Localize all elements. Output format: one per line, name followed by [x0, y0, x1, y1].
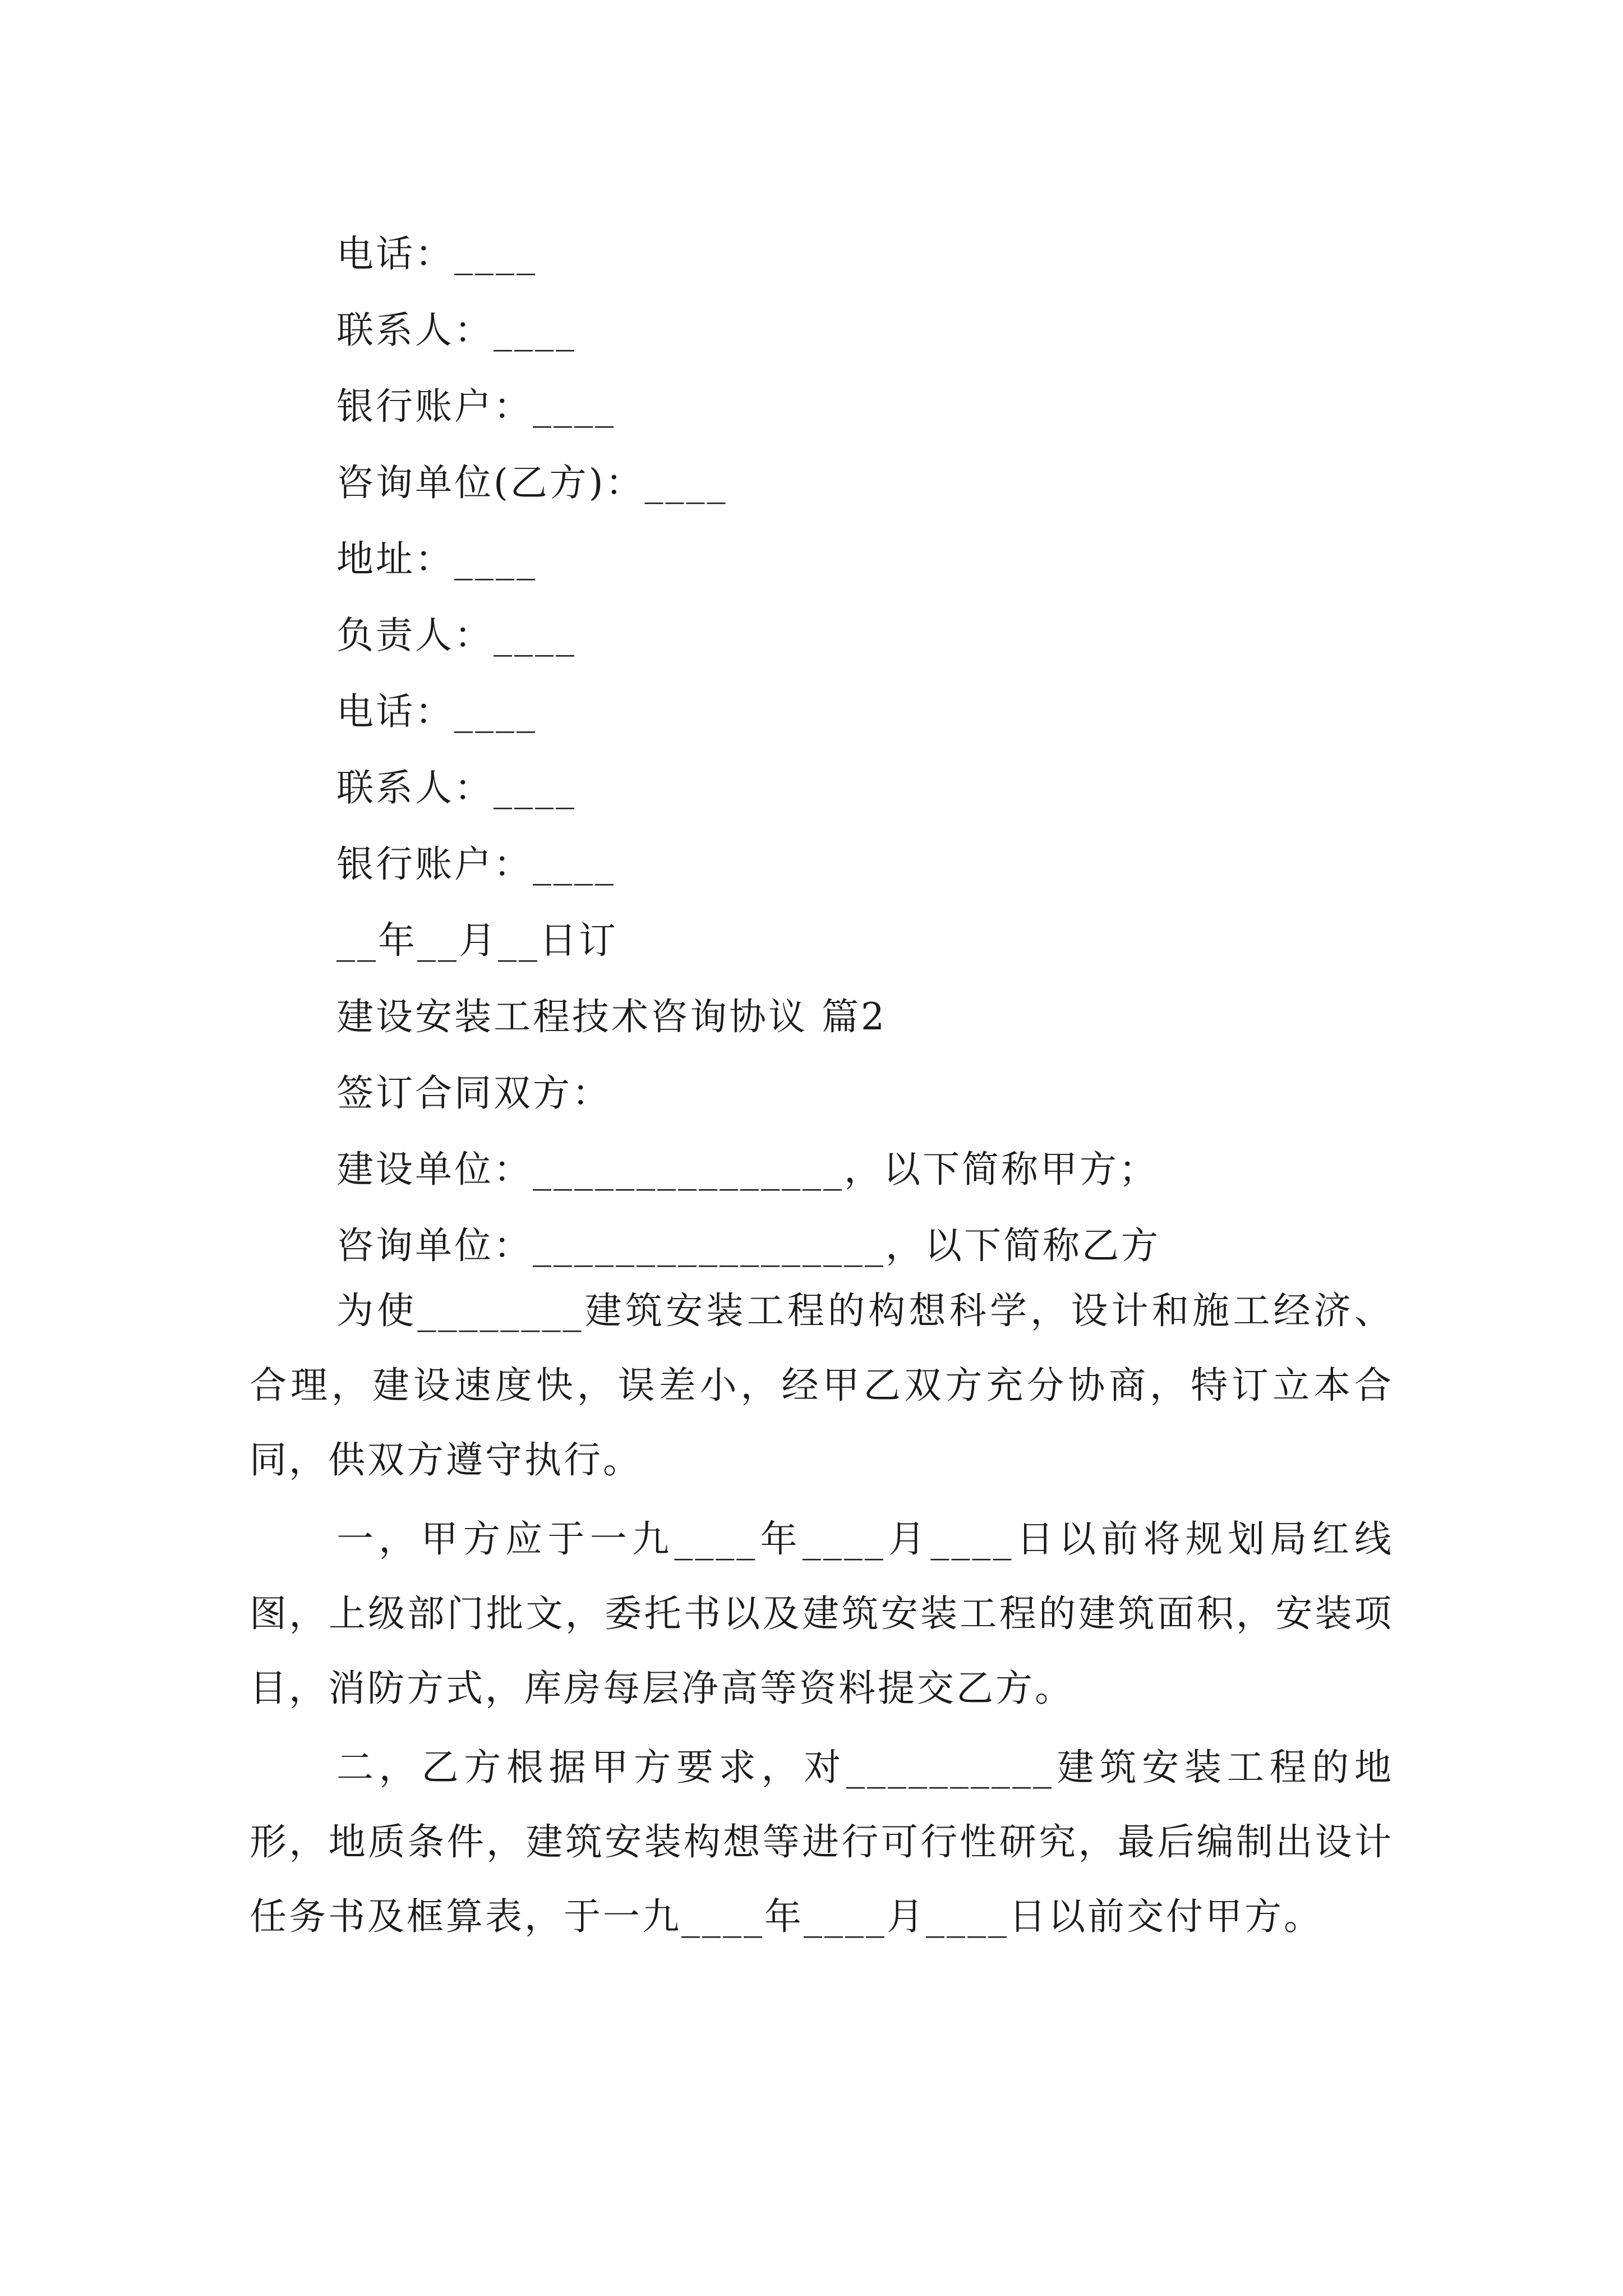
contact-person-line-b: 联系人：____ [336, 766, 577, 809]
section-title: 建设安装工程技术咨询协议 篇2 [336, 995, 887, 1038]
contact-person-line-a: 联系人：____ [336, 309, 577, 352]
bank-account-line-a: 银行账户：____ [336, 385, 616, 428]
phone-line-b: 电话：____ [336, 690, 537, 733]
address-line: 地址：____ [336, 537, 537, 581]
phone-line-a: 电话：____ [336, 232, 537, 275]
date-line: __年__月__日订 [336, 919, 618, 962]
construction-unit-line: 建设单位：_______________，以下简称甲方； [336, 1148, 1158, 1191]
parties-heading: 签订合同双方： [336, 1071, 611, 1115]
responsible-person-line: 负责人：____ [336, 614, 577, 657]
consulting-unit-line: 咨询单位(乙方)：____ [336, 461, 728, 504]
consulting-unit-line-2: 咨询单位：_________________，以下简称乙方 [336, 1224, 1160, 1267]
contract-body [250, 1273, 1394, 1958]
paragraph-intro: 为使________建筑安装工程的构想科学，设计和施工经济、合理，建设速度快，误差小，经甲乙双方充分协商，特订立本合同，供双方遵守执行。 [250, 1289, 1394, 1481]
paragraph-clause-2: 二，乙方根据甲方要求，对__________建筑安装工程的地形，地质条件，建筑安装构想等进行可行性研究，最后编制出设计任务书及框算表，于一九____年____月____日以前交付甲方。 [250, 1746, 1394, 1938]
contact-block [336, 216, 1486, 1284]
paragraph-clause-1: 一，甲方应于一九____年____月____日以前将规划局红线图，上级部门批文，委托书以及建筑安装工程的建筑面积，安装项目，消防方式，库房每层净高等资料提交乙方。 [250, 1517, 1394, 1710]
bank-account-line-b: 银行账户：____ [336, 843, 616, 886]
